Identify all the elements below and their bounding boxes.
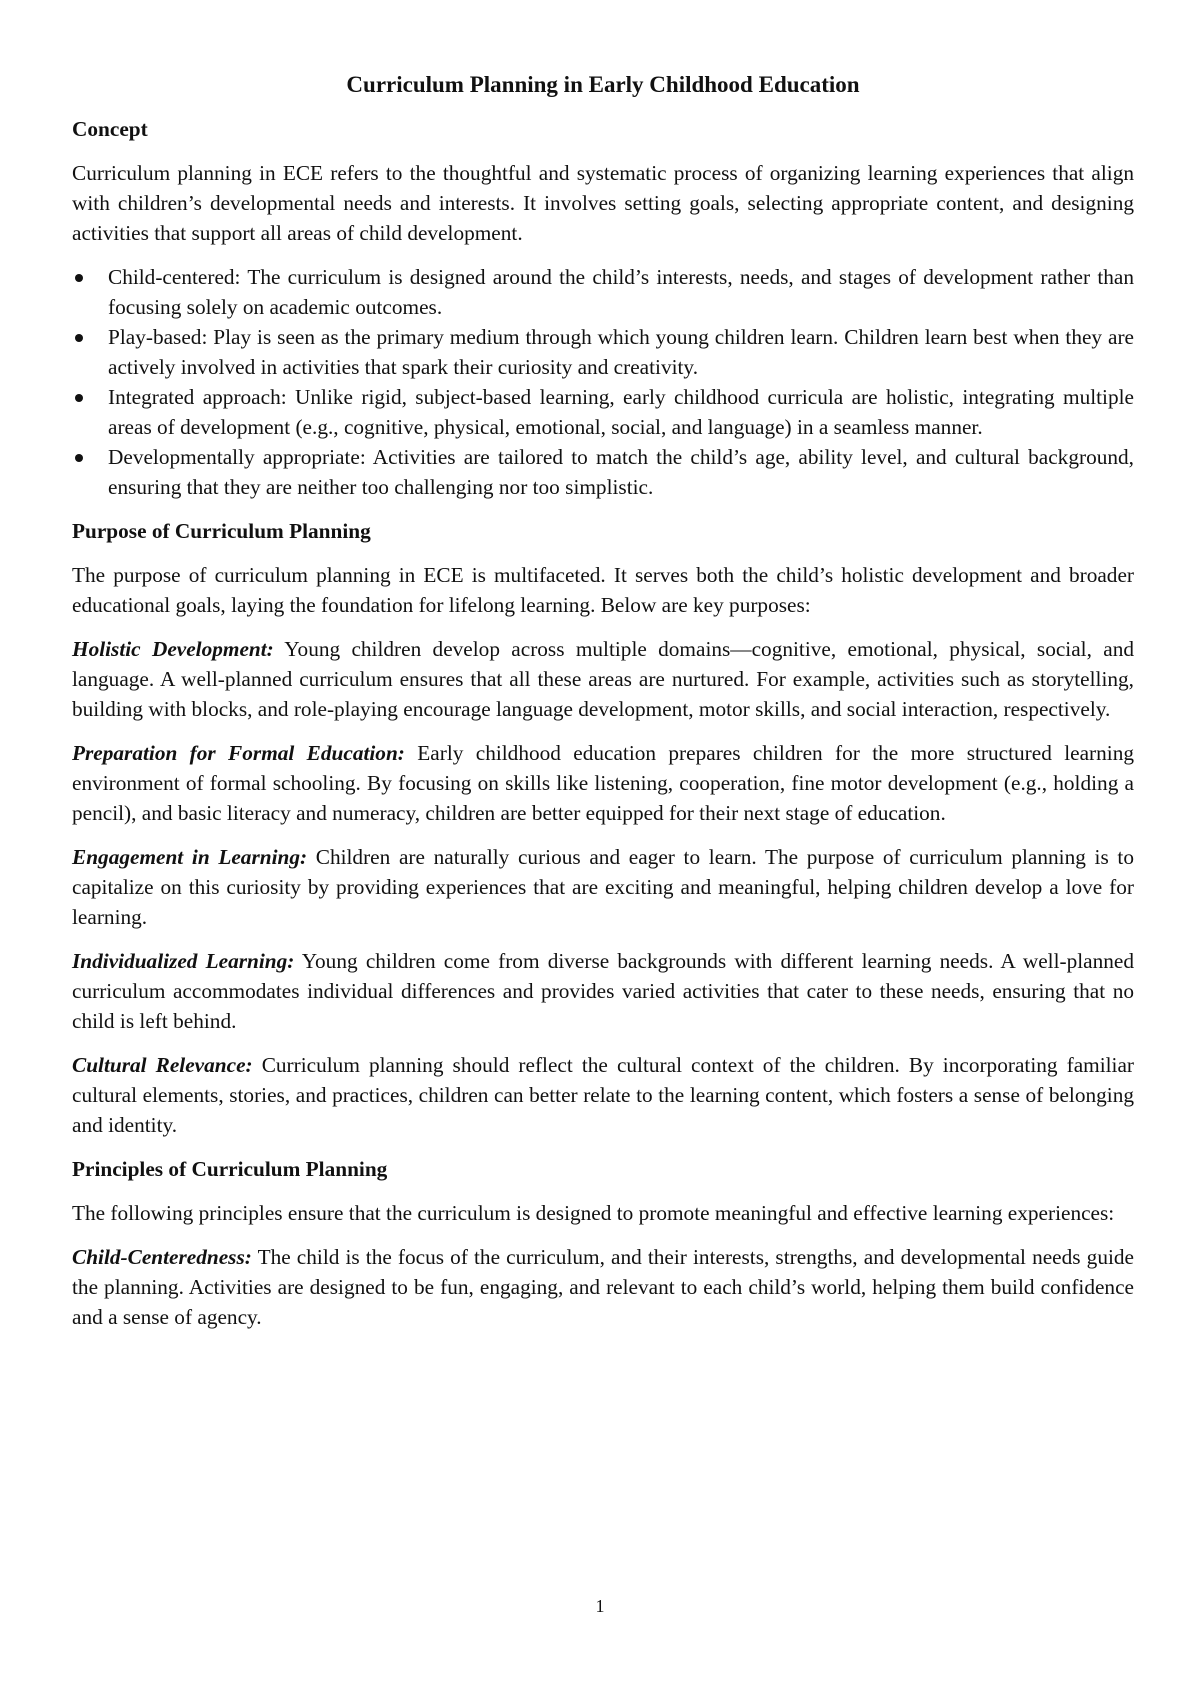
purpose-term: Cultural Relevance: [72, 1053, 253, 1077]
principles-text: The child is the focus of the curriculum, and their interests, strengths, and developmental needs guide the planning. Activities are designed to be fun, engaging, and relevant to each child’s world, helping them build confidence and a sense of agency. [72, 1245, 1134, 1329]
concept-intro: Curriculum planning in ECE refers to the thoughtful and systematic process of organizing learning experiences that align with children’s developmental needs and interests. It involves setting goals, selecting appropriate content, and designing activities that support all areas of child development. [72, 161, 1134, 245]
purpose-paragraph [72, 738, 1134, 828]
purpose-term: Holistic Development: [72, 637, 274, 661]
page-number: 1 [595, 1596, 605, 1616]
concept-bullet-item [72, 382, 1134, 442]
concept-bullet-list [72, 262, 1134, 502]
bullet-icon [75, 394, 83, 402]
bullet-icon [75, 334, 83, 342]
purpose-heading: Purpose of Curriculum Planning [72, 519, 371, 543]
purpose-text: Children are naturally curious and eager to learn. The purpose of curriculum planning is to capitalize on this curiosity by providing experiences that are exciting and meaningful, helping children develop a love for learning. [72, 845, 1134, 929]
document-page [72, 70, 1134, 1346]
purpose-term: Engagement in Learning: [72, 845, 308, 869]
purpose-paragraph [72, 946, 1134, 1036]
purpose-text: Early childhood education prepares children for the more structured learning environment of formal schooling. By focusing on skills like listening, cooperation, fine motor development (e.g., holding a pencil), and basic literacy and numeracy, children are better equipped for their next stage of education. [72, 741, 1134, 825]
purpose-term: Preparation for Formal Education: [72, 741, 405, 765]
principles-paragraph [72, 1242, 1134, 1332]
bullet-icon [75, 454, 83, 462]
concept-bullet-text: Child-centered: The curriculum is designed around the child’s interests, needs, and stages of development rather than focusing solely on academic outcomes. [108, 265, 1134, 319]
purpose-intro: The purpose of curriculum planning in ECE is multifaceted. It serves both the child’s holistic development and broader educational goals, laying the foundation for lifelong learning. Below are key purposes: [72, 563, 1134, 617]
bullet-icon [75, 274, 83, 282]
concept-bullet-text: Play-based: Play is seen as the primary medium through which young children learn. Children learn best when they are actively involved in activities that spark their curiosity and creativity. [108, 325, 1134, 379]
principles-intro: The following principles ensure that the curriculum is designed to promote meaningful and effective learning experiences: [72, 1201, 1115, 1225]
concept-bullet-text: Integrated approach: Unlike rigid, subject-based learning, early childhood curricula are holistic, integrating multiple areas of development (e.g., cognitive, physical, emotional, social, and language) in a seamless manner. [108, 385, 1134, 439]
concept-bullet-text: Developmentally appropriate: Activities are tailored to match the child’s age, ability level, and cultural background, ensuring that they are neither too challenging nor too simplistic. [108, 445, 1134, 499]
principles-heading: Principles of Curriculum Planning [72, 1157, 388, 1181]
purpose-text: Curriculum planning should reflect the cultural context of the children. By incorporating familiar cultural elements, stories, and practices, children can better relate to the learning content, which fosters a sense of belonging and identity. [72, 1053, 1135, 1137]
principles-term: Child-Centeredness: [72, 1245, 252, 1269]
purpose-text: Young children develop across multiple domains—cognitive, emotional, physical, social, and language. A well-planned curriculum ensures that all these areas are nurtured. For example, activities such as storytelling, building with blocks, and role-playing encourage language development, motor skills, and social interaction, respectively. [72, 637, 1134, 721]
purpose-paragraph [72, 634, 1134, 724]
purpose-paragraph [72, 1050, 1134, 1140]
purpose-text: Young children come from diverse backgrounds with different learning needs. A well-planned curriculum accommodates individual differences and provides varied activities that cater to these needs, ensuring that no child is left behind. [72, 949, 1134, 1033]
concept-bullet-item [72, 322, 1134, 382]
concept-bullet-item [72, 442, 1134, 502]
concept-heading: Concept [72, 117, 148, 141]
concept-bullet-item [72, 262, 1134, 322]
document-title: Curriculum Planning in Early Childhood Education [346, 72, 860, 97]
purpose-term: Individualized Learning: [72, 949, 295, 973]
purpose-paragraph [72, 842, 1134, 932]
